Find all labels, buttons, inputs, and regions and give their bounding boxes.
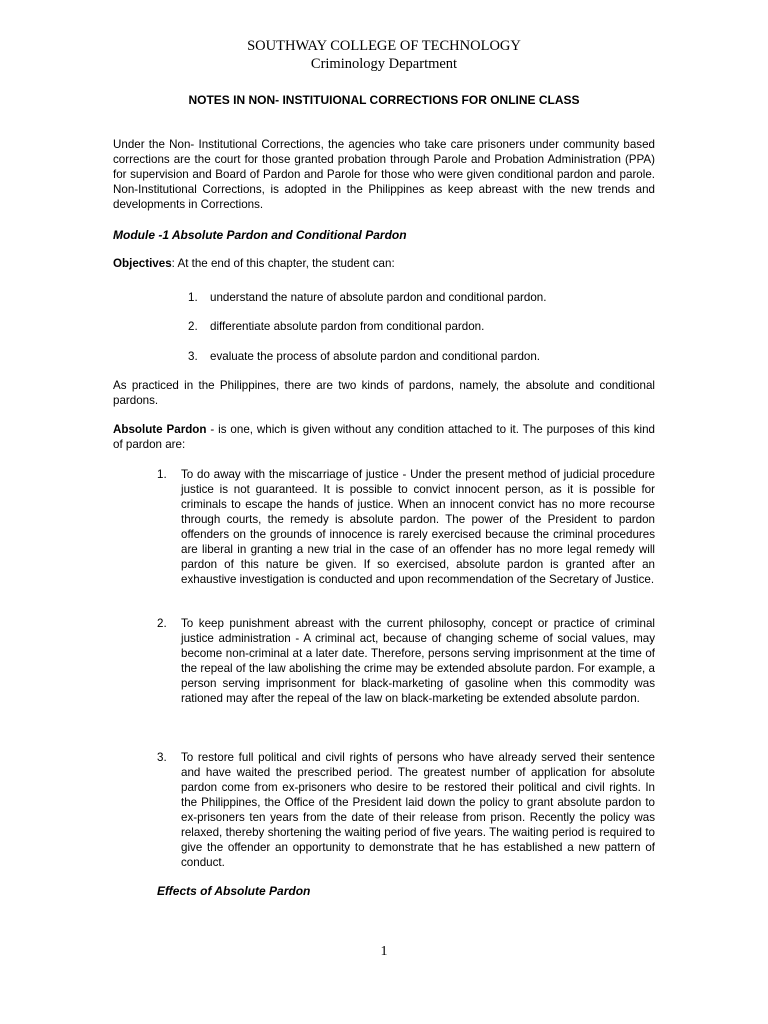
purpose-text: To restore full political and civil rights of persons who have already served their sentence and have waited the prescribed period. The greatest number of application for absolute pardon come from ex-prisoners who desire to be restored their political and civil rights. In the Philippines, the Office of the President laid down the policy to grant absolute pardon to ex-prisoners ten years from the date of their release from prison. Recently the policy was relaxed, thereby shortening the waiting period of five years. The waiting period is required to give the offender an opportunity to demonstrate that he has established a new pattern of conduct. — [181, 751, 655, 869]
module-heading: Module -1 Absolute Pardon and Conditional Pardon — [113, 228, 407, 242]
objective-number: 3. — [188, 350, 198, 363]
effects-heading: Effects of Absolute Pardon — [157, 884, 311, 898]
objectives-line — [113, 256, 395, 271]
objective-item — [188, 319, 484, 334]
purpose-item — [157, 467, 655, 587]
objectives-label: Objectives — [113, 257, 172, 270]
purpose-number: 2. — [157, 617, 167, 630]
objective-number: 1. — [188, 291, 198, 304]
department-name: Criminology Department — [310, 56, 458, 72]
absolute-pardon-text: - is one, which is given without any condition attached to it. The purposes of this kind of pardon are: — [113, 423, 655, 451]
objective-text: differentiate absolute pardon from conditional pardon. — [210, 320, 485, 333]
kinds-paragraph: As practiced in the Philippines, there are two kinds of pardons, namely, the absolute and conditional pardons. — [113, 379, 655, 407]
objective-item — [188, 349, 540, 364]
objective-item — [188, 290, 546, 305]
document-title: NOTES IN NON- INSTITUIONAL CORRECTIONS FOR ONLINE CLASS — [188, 93, 580, 107]
purpose-text: To do away with the miscarriage of justice - Under the present method of judicial procedure justice is not guaranteed. It is possible to convict innocent person, as it is possible for criminals to escape the hands of justice. When an innocent convict has no more recourse through courts, the remedy is absolute pardon. The power of the President to pardon offenders on the grounds of innocence is rarely exercised because the criminal procedures are liberal in granting a new trial in the case of an offender has no more legal remedy will pardon of this nature be given. If so exercised, absolute pardon is granted after an exhaustive investigation is conducted and upon recommendation of the Secretary of Justice. — [181, 468, 655, 586]
purpose-number: 1. — [157, 468, 167, 481]
absolute-pardon-term: Absolute Pardon — [113, 423, 207, 436]
purpose-text: To keep punishment abreast with the current philosophy, concept or practice of criminal justice administration - A criminal act, because of changing scheme of social values, may become non-criminal at a later date. Therefore, persons serving imprisonment at the time of the repeal of the law abolishing the crime may be extended absolute pardon. For example, a person serving imprisonment for black-marketing of gasoline when this commodity was rationed may after the repeal of the law on black-marketing be extended absolute pardon. — [181, 617, 655, 705]
purpose-item — [157, 616, 655, 706]
school-name: SOUTHWAY COLLEGE OF TECHNOLOGY — [247, 38, 521, 54]
intro-paragraph: Under the Non- Institutional Corrections, the agencies who take care prisoners under community based corrections are the court for those granted probation through Parole and Probation Administration (PPA) for supervision and Board of Pardon and Parole for those who were given conditional pardon and parole. Non-Institutional Corrections, is adopted in the Philippines as keep abreast with the new trends and developments in Corrections. — [113, 138, 655, 211]
objectives-text: : At the end of this chapter, the student can: — [171, 257, 395, 270]
objective-text: understand the nature of absolute pardon and conditional pardon. — [210, 291, 547, 304]
objective-number: 2. — [188, 320, 198, 333]
absolute-pardon-definition — [113, 422, 655, 452]
purpose-number: 3. — [157, 751, 167, 764]
purpose-item — [157, 750, 655, 870]
objective-text: evaluate the process of absolute pardon and conditional pardon. — [210, 350, 541, 363]
page-number: 1 — [380, 944, 388, 959]
